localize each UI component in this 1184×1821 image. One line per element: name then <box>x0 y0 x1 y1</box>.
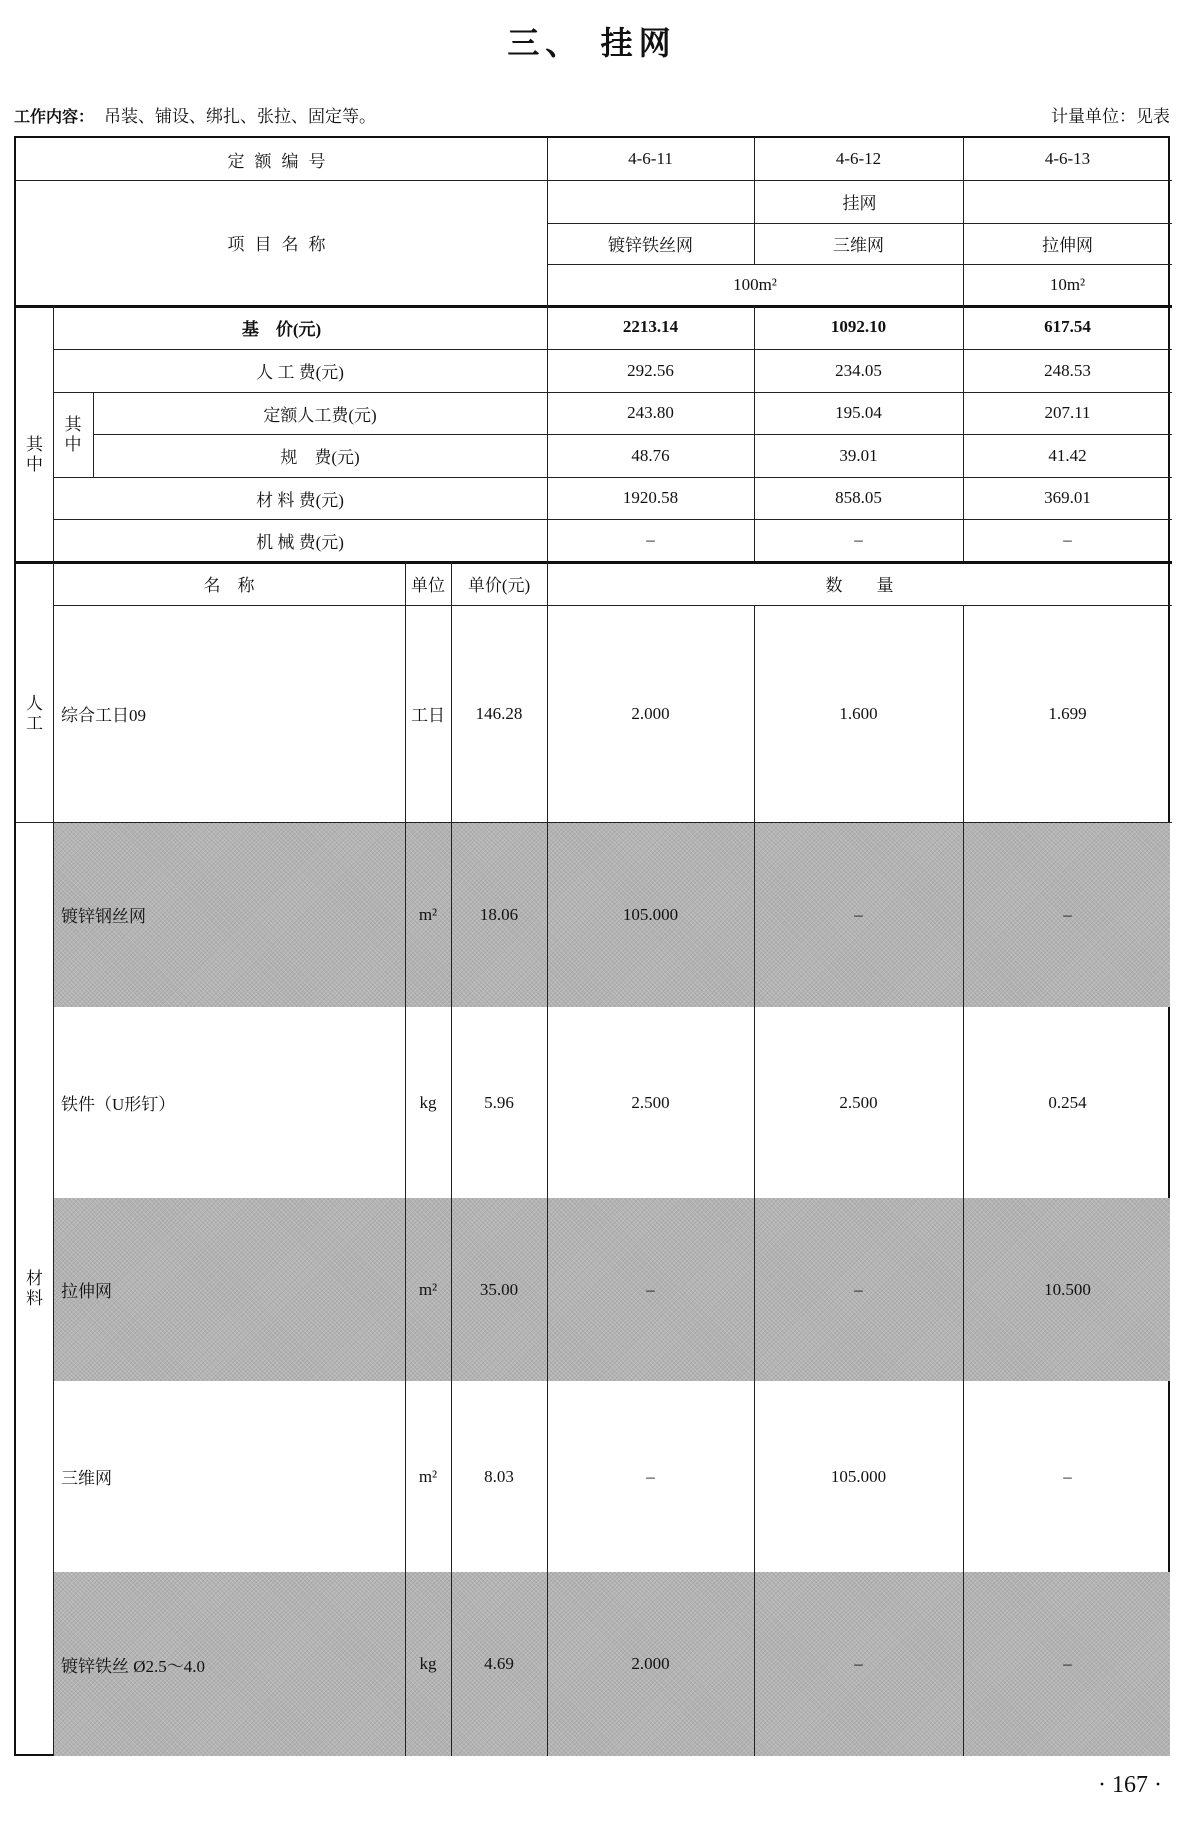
item-qty: 2.500 <box>839 1092 878 1112</box>
quota-code-label: 定额编号 <box>227 151 336 171</box>
breakdown-subgroup-label: 其中 <box>64 414 82 454</box>
material-group-label: 材料 <box>26 1269 43 1308</box>
unit-label: 10m² <box>1049 274 1086 294</box>
labor-cost-label: 人 工 费(元) <box>256 363 344 382</box>
item-qty: 2.000 <box>631 1654 670 1673</box>
item-unit: 工日 <box>411 706 445 725</box>
item-qty: 2.500 <box>631 1092 670 1112</box>
item-qty: – <box>854 1654 863 1673</box>
item-name: 镀锌钢丝网 <box>61 907 146 926</box>
item-qty: 105.000 <box>622 904 679 924</box>
item-qty: – <box>1063 1654 1072 1673</box>
page-number: · 167 · <box>1098 1772 1162 1798</box>
item-qty: – <box>1063 904 1072 924</box>
quota-code: 4-6-13 <box>1044 149 1091 168</box>
item-qty: 10.500 <box>1044 1279 1091 1299</box>
item-qty: – <box>1063 1466 1072 1486</box>
quota-labor-cost: 243.80 <box>627 403 674 422</box>
item-price: 146.28 <box>475 703 523 723</box>
item-name: 铁件（U形钉） <box>61 1095 176 1114</box>
page-title: 三、 挂网 <box>507 24 677 62</box>
item-price: 4.69 <box>484 1654 514 1673</box>
work-content <box>14 102 376 127</box>
item-name: 三维网 <box>833 236 884 255</box>
item-price: 35.00 <box>479 1279 519 1299</box>
work-content-text: 吊装、铺设、绑扎、张拉、固定等。 <box>104 107 377 126</box>
item-qty: 1.600 <box>839 703 878 723</box>
item-unit: m² <box>418 1279 438 1299</box>
fee: 48.76 <box>631 445 670 465</box>
quota-labor-cost: 195.04 <box>835 403 882 422</box>
machine-cost: – <box>1063 530 1072 549</box>
base-price: 617.54 <box>1044 317 1091 336</box>
labor-cost: 248.53 <box>1044 360 1091 380</box>
item-qty: 105.000 <box>830 1466 887 1486</box>
item-qty: – <box>854 904 863 924</box>
material-cost: 1920.58 <box>622 488 679 507</box>
material-cost-label: 材 料 费(元) <box>256 490 344 510</box>
item-name: 拉伸网 <box>1042 236 1093 255</box>
item-unit: m² <box>418 1466 438 1486</box>
quota-labor-cost: 207.11 <box>1044 403 1091 422</box>
base-price: 2213.14 <box>622 317 679 336</box>
breakdown-group-label: 其中 <box>26 435 43 474</box>
item-name: 镀锌铁丝网 <box>608 236 693 255</box>
base-price-label: 基 价(元) <box>241 319 322 339</box>
machine-cost: – <box>854 530 863 549</box>
quota-labor-cost-label: 定额人工费(元) <box>263 405 377 425</box>
fee: 39.01 <box>839 445 878 465</box>
name-header: 名 称 <box>203 575 255 595</box>
item-name: 镀锌铁丝 Ø2.5～4.0 <box>61 1656 206 1676</box>
item-qty: – <box>646 1279 655 1299</box>
material-cost: 369.01 <box>1044 488 1091 507</box>
item-unit: m² <box>418 904 438 924</box>
fee: 41.42 <box>1048 445 1087 465</box>
item-price: 18.06 <box>479 904 519 924</box>
machine-cost: – <box>646 530 655 549</box>
labor-group-label: 人工 <box>26 693 43 733</box>
quota-table <box>14 136 1170 1756</box>
item-qty: – <box>646 1466 655 1486</box>
item-price: 8.03 <box>484 1466 514 1486</box>
group-name: 挂网 <box>842 194 877 213</box>
labor-cost: 292.56 <box>627 360 674 380</box>
unit-note: 计量单位：见表 <box>1051 107 1170 126</box>
work-content-label: 工作内容： <box>14 107 95 126</box>
item-qty: 1.699 <box>1048 703 1087 723</box>
price-header: 单价(元) <box>467 575 531 595</box>
item-name: 综合工日09 <box>61 706 146 725</box>
material-cost: 858.05 <box>835 488 882 507</box>
unit-header: 单位 <box>411 575 445 595</box>
item-qty: 2.000 <box>631 703 670 723</box>
labor-cost: 234.05 <box>835 360 882 380</box>
quota-code: 4-6-12 <box>835 149 882 168</box>
machine-cost-label: 机 械 费(元) <box>256 532 344 552</box>
quantity-header: 数 量 <box>825 575 894 595</box>
quota-code: 4-6-11 <box>628 149 673 168</box>
item-price: 5.96 <box>484 1092 514 1112</box>
item-name: 拉伸网 <box>61 1282 112 1301</box>
item-unit: kg <box>419 1092 437 1112</box>
fee-label: 规 费(元) <box>280 448 360 467</box>
item-name: 三维网 <box>61 1469 112 1488</box>
item-qty: – <box>854 1279 863 1299</box>
base-price: 1092.10 <box>830 317 887 336</box>
item-unit: kg <box>419 1654 437 1673</box>
item-qty: 0.254 <box>1048 1092 1087 1112</box>
unit-label: 100m² <box>733 274 777 294</box>
project-name-label: 项目名称 <box>227 235 336 254</box>
